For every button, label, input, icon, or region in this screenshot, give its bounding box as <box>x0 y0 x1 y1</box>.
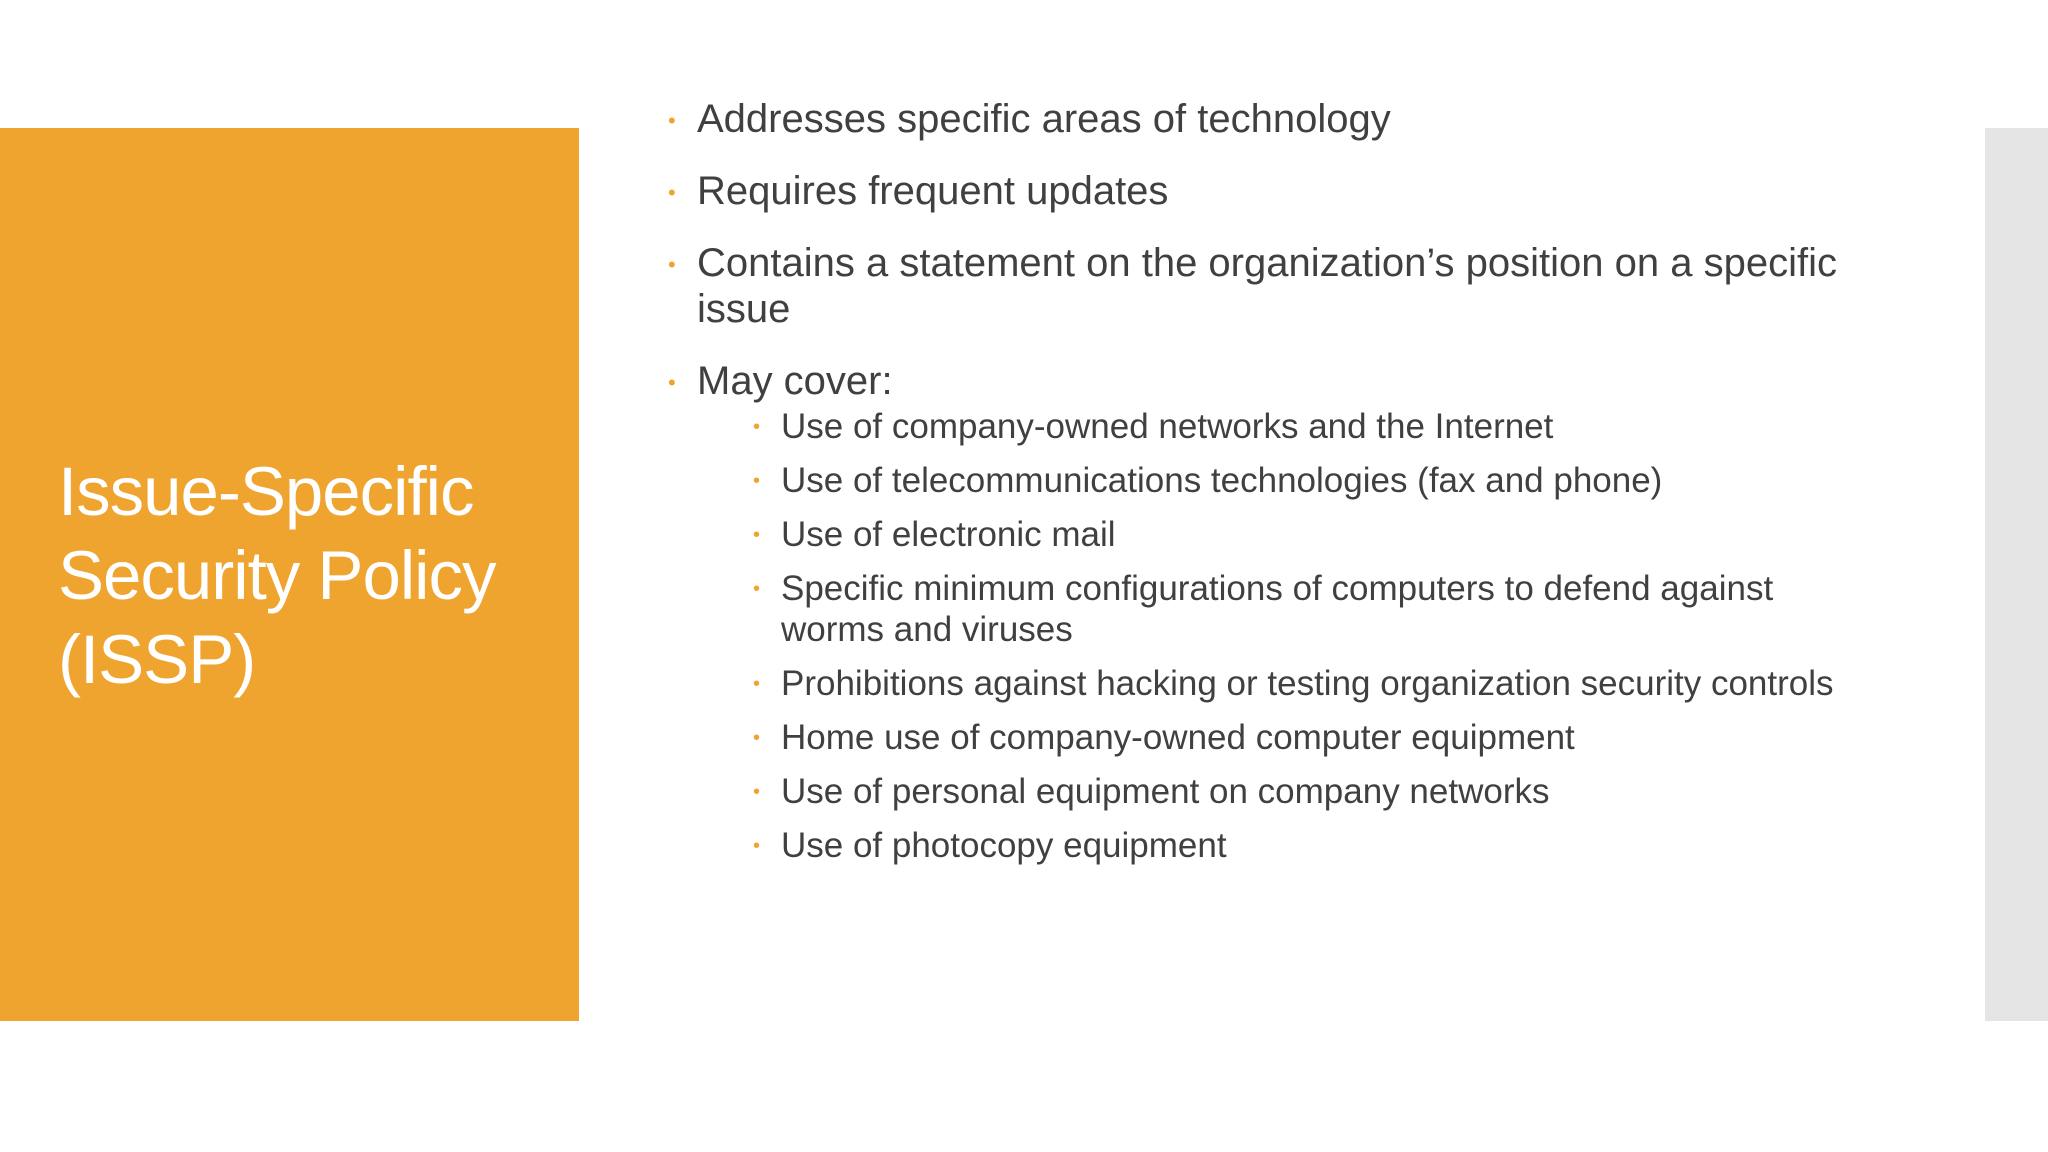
sub-bullet-text: Use of company-owned networks and the Internet <box>781 407 1554 446</box>
sub-bullet-list <box>753 406 1858 866</box>
title-line: (ISSP) <box>58 621 256 698</box>
bullet-dot-icon: • <box>753 416 761 438</box>
bullet-text: Requires frequent updates <box>697 169 1169 213</box>
bullet-dot-icon: • <box>668 252 676 277</box>
bullet-dot-icon: • <box>753 524 761 546</box>
sub-bullet-text: Use of electronic mail <box>781 515 1116 554</box>
sub-bullet-item <box>753 514 1858 555</box>
sub-bullet-text: Specific minimum configurations of computers to defend against worms and viruses <box>781 569 1774 649</box>
bullet-item <box>668 358 1858 866</box>
bullet-content <box>668 96 1858 879</box>
sub-bullet-item <box>753 771 1858 812</box>
bullet-item <box>668 96 1858 142</box>
sub-bullet-text: Use of personal equipment on company networks <box>781 772 1550 811</box>
bullet-dot-icon: • <box>668 108 676 133</box>
sub-bullet-text: Home use of company-owned computer equipment <box>781 718 1575 757</box>
title-line: Issue-Specific <box>58 453 474 530</box>
bullet-dot-icon: • <box>753 470 761 492</box>
bullet-item <box>668 168 1858 214</box>
bullet-dot-icon: • <box>753 835 761 857</box>
title-line: Security Policy <box>58 537 496 614</box>
bullet-dot-icon: • <box>753 727 761 749</box>
side-strip <box>1985 128 2048 1021</box>
sub-bullet-text: Use of photocopy equipment <box>781 826 1227 865</box>
sub-bullet-item <box>753 460 1858 501</box>
bullet-text: Addresses specific areas of technology <box>697 97 1391 141</box>
bullet-dot-icon: • <box>668 370 676 395</box>
bullet-dot-icon: • <box>753 781 761 803</box>
bullet-dot-icon: • <box>753 673 761 695</box>
bullet-list <box>668 96 1858 866</box>
sub-bullet-item <box>753 825 1858 866</box>
sub-bullet-text: Use of telecommunications technologies (fax and phone) <box>781 461 1663 500</box>
bullet-dot-icon: • <box>753 578 761 600</box>
bullet-text: May cover: <box>697 359 893 403</box>
sub-bullet-item <box>753 406 1858 447</box>
slide-title <box>58 450 568 702</box>
sub-bullet-item <box>753 568 1858 650</box>
bullet-item <box>668 240 1858 332</box>
bullet-dot-icon: • <box>668 180 676 205</box>
sub-bullet-text: Prohibitions against hacking or testing organization security controls <box>781 664 1834 703</box>
sub-bullet-item <box>753 663 1858 704</box>
sub-bullet-item <box>753 717 1858 758</box>
bullet-text: Contains a statement on the organization’s position on a specific issue <box>697 241 1837 331</box>
